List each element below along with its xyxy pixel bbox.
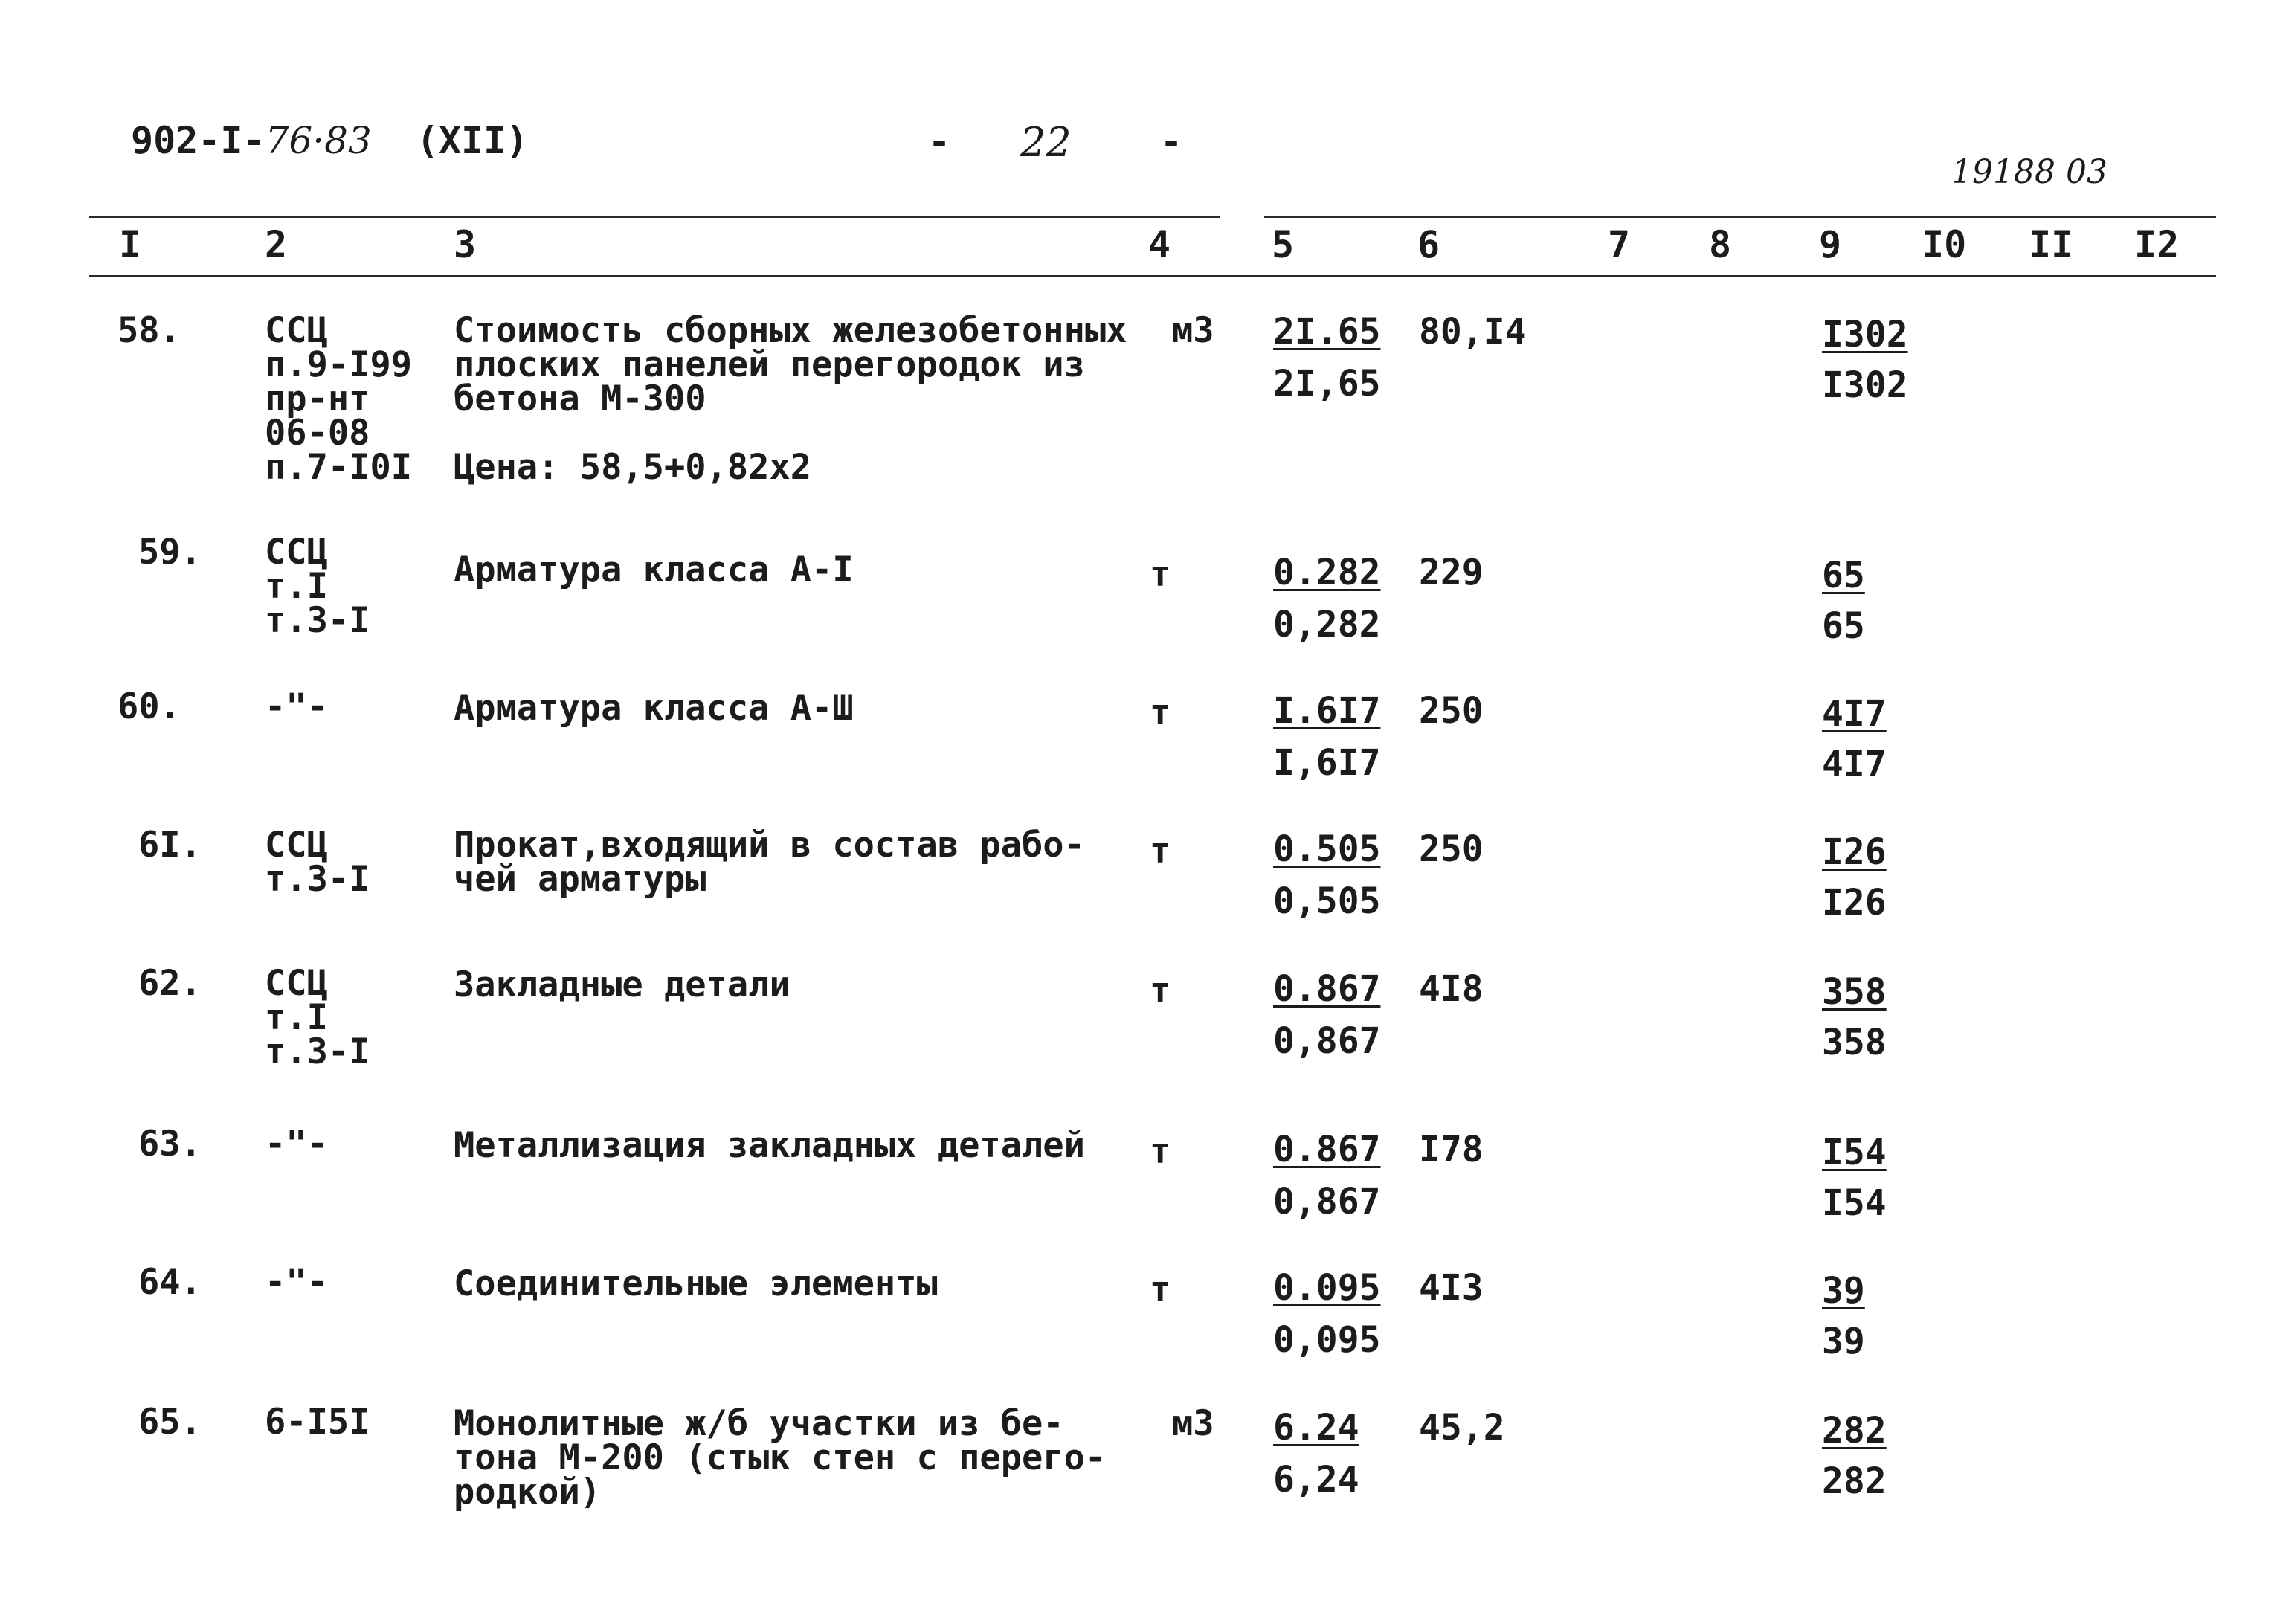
total-bottom: 282 [1822, 1460, 1887, 1502]
quantity-bottom: I,6I7 [1273, 742, 1381, 784]
row-number: 59. [138, 532, 202, 573]
unit-price: I78 [1419, 1129, 1484, 1170]
page-number: 22 [1020, 119, 1072, 166]
total-top: 358 [1822, 971, 1887, 1013]
total-bottom: 65 [1822, 605, 1865, 647]
price-note: Цена: 58,5+0,82х2 [454, 447, 812, 488]
column-header: 4 [1148, 223, 1171, 266]
unit: т [1150, 831, 1171, 871]
quantity-top: I.6I7 [1273, 690, 1381, 732]
reference-code: -"- [265, 1124, 328, 1164]
row-number: 65. [138, 1402, 202, 1443]
total-top: I54 [1822, 1132, 1887, 1173]
header-bottom-rule [89, 275, 2216, 277]
quantity-bottom: 0,095 [1273, 1319, 1381, 1361]
total-top: I26 [1822, 831, 1887, 873]
item-description: Арматура класса А-Ш [454, 688, 854, 729]
reference-code: ССЦ п.9-I99 пр-нт 06-08 п.7-I0I [265, 310, 413, 488]
quantity-top: 6.24 [1273, 1407, 1359, 1449]
reference-code: ССЦ т.I т.3-I [265, 532, 370, 641]
total-top: 65 [1822, 555, 1865, 596]
total-bottom: 39 [1822, 1321, 1865, 1362]
item-description: Закладные детали [454, 964, 790, 1005]
unit: т [1150, 1131, 1171, 1172]
column-header: 5 [1272, 223, 1295, 266]
column-header: 6 [1417, 223, 1440, 266]
unit: м3 [1172, 1403, 1214, 1444]
reference-code: -"- [265, 1262, 328, 1303]
unit-price: 229 [1419, 552, 1484, 593]
total-top: I302 [1822, 314, 1908, 355]
quantity-top: 0.505 [1273, 828, 1381, 870]
column-header: 9 [1819, 223, 1842, 266]
total-bottom: I54 [1822, 1182, 1887, 1224]
total-top: 4I7 [1822, 693, 1887, 735]
total-bottom: 4I7 [1822, 744, 1887, 785]
item-description: Арматура класса А-I [454, 550, 854, 590]
row-number: 58. [117, 310, 181, 351]
item-description: Металлизация закладных деталей [454, 1125, 1085, 1166]
row-number: 64. [138, 1262, 202, 1303]
quantity-bottom: 2I,65 [1273, 363, 1381, 405]
document-code-typed: 902-I- [131, 119, 265, 162]
item-description: Прокат,входящий в состав рабо- чей арматуры [454, 825, 1085, 900]
unit-price: 45,2 [1419, 1407, 1505, 1449]
quantity-top: 2I.65 [1273, 311, 1381, 352]
quantity-top: 0.867 [1273, 1129, 1381, 1170]
unit: т [1150, 970, 1171, 1011]
quantity-bottom: 0,505 [1273, 880, 1381, 922]
quantity-bottom: 0,867 [1273, 1020, 1381, 1062]
page-dash-right: - [1160, 120, 1183, 164]
row-number: 6I. [138, 825, 202, 866]
total-bottom: 358 [1822, 1022, 1887, 1063]
unit: т [1150, 692, 1171, 733]
column-header: I0 [1922, 223, 1967, 266]
unit: т [1150, 1269, 1171, 1310]
quantity-bottom: 0,867 [1273, 1181, 1381, 1222]
unit-price: 4I8 [1419, 968, 1484, 1010]
column-header: 7 [1608, 223, 1631, 266]
total-bottom: I302 [1822, 364, 1908, 406]
item-description: Стоимость сборных железобетонных плоских панелей перегородок из бетона М-300 [454, 310, 1127, 419]
reference-code: ССЦ т.3-I [265, 825, 370, 900]
column-header: 3 [454, 223, 477, 266]
unit-price: 4I3 [1419, 1267, 1484, 1309]
top-rule-right [1264, 216, 2216, 218]
total-bottom: I26 [1822, 882, 1887, 924]
row-number: 62. [138, 963, 202, 1004]
total-top: 39 [1822, 1270, 1865, 1312]
reference-code: 6-I5I [265, 1402, 370, 1443]
row-number: 60. [117, 686, 181, 727]
total-top: 282 [1822, 1410, 1887, 1451]
column-header: I [119, 223, 142, 266]
document-code [131, 119, 528, 162]
unit-price: 80,I4 [1419, 311, 1527, 352]
reference-code: ССЦ т.I т.3-I [265, 963, 370, 1072]
quantity-top: 0.095 [1273, 1267, 1381, 1309]
unit-price: 250 [1419, 828, 1484, 870]
page-dash-left: - [928, 120, 951, 164]
reference-code: -"- [265, 686, 328, 727]
row-number: 63. [138, 1124, 202, 1164]
quantity-bottom: 0,282 [1273, 604, 1381, 645]
archive-stamp-number: 19188 03 [1951, 153, 2107, 191]
unit-price: 250 [1419, 690, 1484, 732]
item-description: Монолитные ж/б участки из бе- тона М-200 (стык стен с перего- родкой) [454, 1403, 1107, 1512]
quantity-top: 0.867 [1273, 968, 1381, 1010]
quantity-top: 0.282 [1273, 552, 1381, 593]
document-code-handwritten: 76·83 [265, 119, 372, 162]
item-description: Соединительные элементы [454, 1263, 938, 1304]
column-header: I2 [2134, 223, 2180, 266]
column-header: 2 [265, 223, 288, 266]
unit: т [1150, 554, 1171, 595]
column-header: 8 [1709, 223, 1732, 266]
column-header: II [2029, 223, 2074, 266]
top-rule-left [89, 216, 1220, 218]
unit: м3 [1172, 310, 1214, 351]
section-code: (XII) [416, 119, 529, 162]
quantity-bottom: 6,24 [1273, 1459, 1359, 1501]
